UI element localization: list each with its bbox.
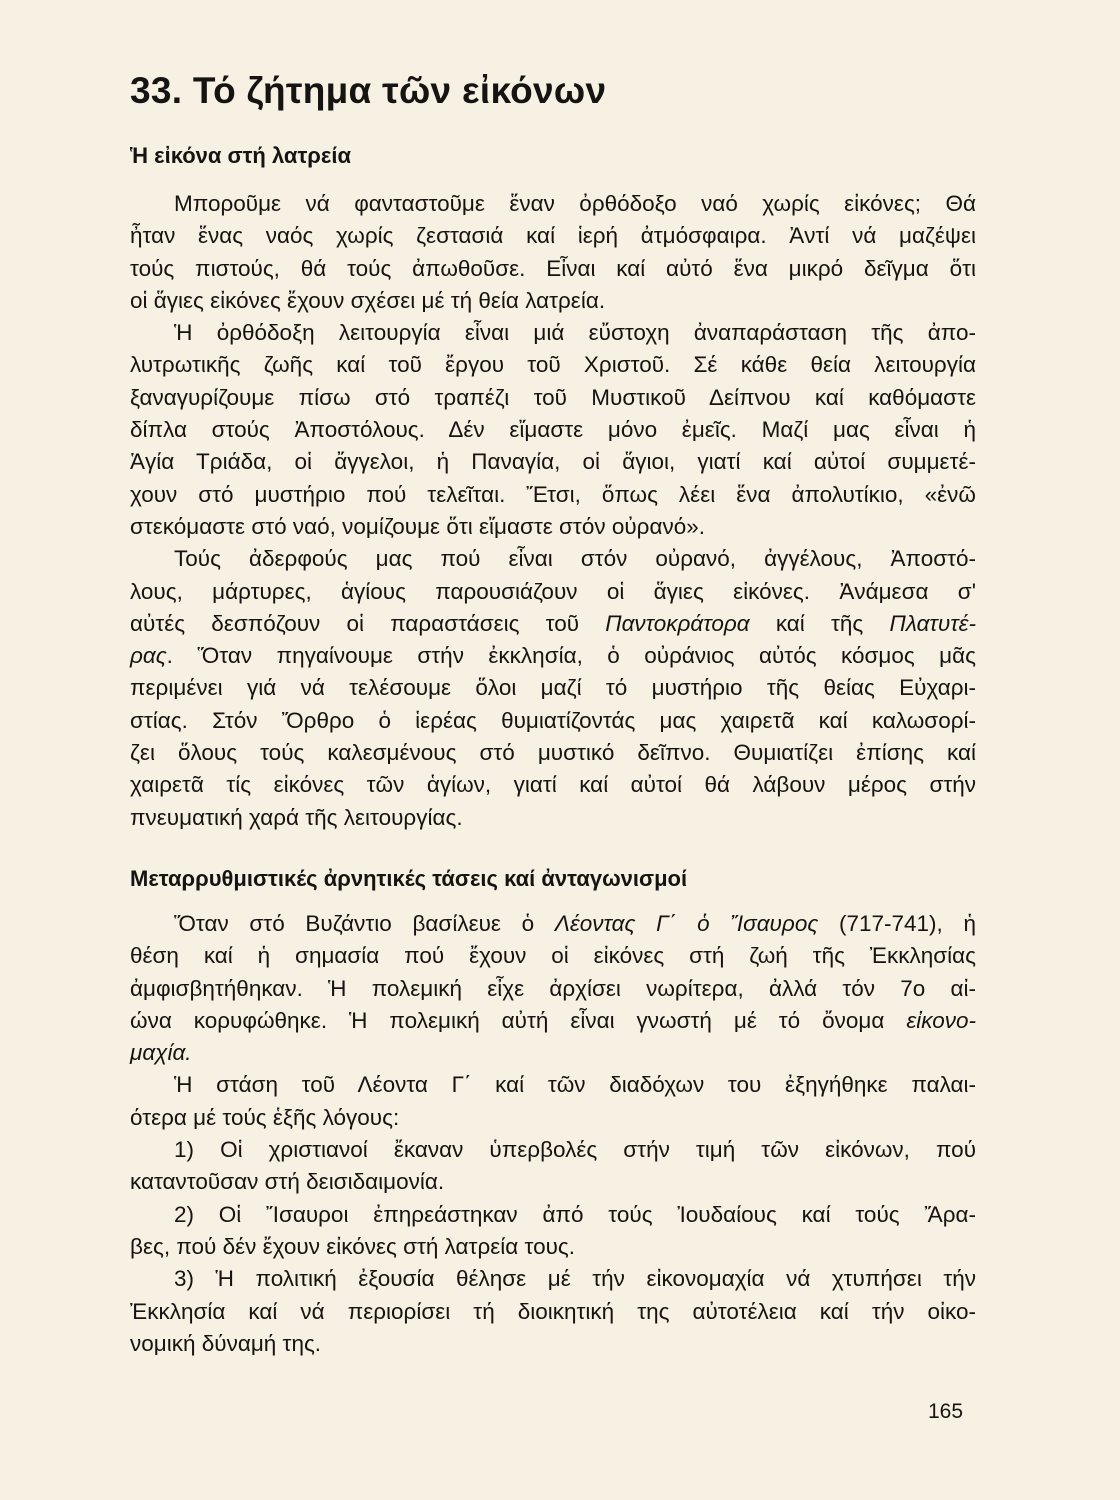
section-heading-worship: Ἡ εἰκόνα στή λατρεία [130, 143, 351, 168]
text-run: καί τῆς [775, 610, 864, 636]
text-line [130, 608, 976, 640]
text-line: ότερα μέ τούς ἑξῆς λόγους: [130, 1104, 400, 1130]
section-heading-iconoclasm: Μεταρρυθμιστικές ἀρνητικές τάσεις καί ἀνταγωνισμοί [130, 866, 688, 891]
text-line: οἱ ἅγιες εἰκόνες ἔχουν σχέσει μέ τή θεία λατρεία. [130, 287, 606, 313]
text-line: λυτρωτικῆς ζωῆς καί τοῦ ἔργου τοῦ Χριστοῦ. Σέ κάθε θεία λειτουργία [130, 352, 976, 378]
text-line: νομική δύναμή της. [130, 1330, 322, 1356]
text-line: πνευματική χαρά τῆς λειτουργίας. [130, 804, 463, 830]
text-line: Μποροῦμε νά φανταστοῦμε ἕναν ὀρθόδοξο ναό χωρίς εἰκόνες; Θά [174, 191, 976, 216]
text-line: Ἐκκλησία καί νά περιορίσει τή διοικητική της αὐτοτέλεια καί τήν οἰκο- [130, 1298, 976, 1324]
text-run: αὐτές δεσπόζουν οἱ παραστάσεις τοῦ [130, 610, 580, 636]
list-item-3: 3) Ἡ πολιτική ἐξουσία θέλησε μέ τήν εἰκονομαχία νά χτυπήσει τήν [174, 1266, 976, 1292]
emphasis-platytera-end: ρας [130, 643, 167, 669]
emphasis-platytera: Πλατυτέ- [889, 610, 976, 636]
page-number: 165 [928, 1400, 964, 1423]
emphasis-iconoclasm-end: μαχία. [130, 1040, 192, 1066]
text-line: χουν στό μυστήριο πού τελεῖται. Ἔτσι, ὅπως λέει ἕνα ἀπολυτίκιο, «ἐνῶ [130, 481, 976, 507]
emphasis-iconoclasm: εἰκονο- [906, 1007, 976, 1033]
section-body-iconoclasm [130, 908, 976, 1360]
text-line [130, 1037, 976, 1069]
text-line: περιμένει γιά νά τελέσουμε ὅλοι μαζί τό μυστήριο τῆς θείας Εὐχαρι- [130, 675, 976, 701]
text-line: Τούς ἀδερφούς μας πού εἶναι στόν οὐρανό, ἀγγέλους, Ἀποστό- [174, 546, 976, 572]
emphasis-leo-isaurian: Λέοντας Γ΄ ὁ Ἴσαυρος [554, 911, 819, 936]
text-line: λους, μάρτυρες, ἁγίους παρουσιάζουν οἱ ἅγιες εἰκόνες. Ἀνάμεσα σ' [130, 578, 976, 604]
section-body-worship [130, 188, 976, 834]
text-line [130, 1005, 976, 1037]
text-line: Ἡ ὀρθόδοξη λειτουργία εἶναι μιά εὔστοχη ἀναπαράσταση τῆς ἀπο- [174, 320, 976, 346]
text-line: Ἁγία Τριάδα, οἱ ἄγγελοι, ἡ Παναγία, οἱ ἅγιοι, γιατί καί αὐτοί συμμετέ- [130, 449, 976, 475]
text-line: ἦταν ἕνας ναός χωρίς ζεστασιά καί ἱερή ἀτμόσφαιρα. Ἀντί νά μαζέψει [130, 223, 976, 249]
text-line: τούς πιστούς, θά τούς ἀπωθοῦσε. Εἶναι καί αὐτό ἕνα μικρό δεῖγμα ὅτι [130, 255, 976, 281]
text-line [130, 908, 976, 940]
text-line: δίπλα στούς Ἀποστόλους. Δέν εἴμαστε μόνο ἐμεῖς. Μαζί μας εἶναι ἡ [130, 417, 976, 443]
text-line: χαιρετᾶ τίς εἰκόνες τῶν ἁγίων, γιατί καί αὐτοί θά λάβουν μέρος στήν [130, 772, 976, 798]
text-run: Ὅταν στό Βυζάντιο βασίλευε ὁ [174, 911, 535, 936]
text-line: θέση καί ἡ σημασία πού ἔχουν οἱ εἰκόνες στή ζωή τῆς Ἐκκλησίας [130, 943, 976, 969]
text-line: ξαναγυρίζουμε πίσω στό τραπέζι τοῦ Μυστικοῦ Δείπνου καί καθόμαστε [130, 384, 976, 410]
list-item-1: 1) Οἱ χριστιανοί ἔκαναν ὑπερβολές στήν τιμή τῶν εἰκόνων, πού [174, 1137, 976, 1163]
text-run: . Ὅταν πηγαίνουμε στήν ἐκκλησία, ὁ οὐράνιος αὐτός κόσμος μᾶς [166, 643, 976, 669]
text-line: στίας. Στόν Ὄρθρο ὁ ἱερέας θυμιατίζοντάς μας χαιρετᾶ καί καλωσορί- [130, 707, 976, 733]
list-item-2: 2) Οἱ Ἴσαυροι ἐπηρεάστηκαν ἀπό τούς Ἰουδαίους καί τούς Ἄρα- [174, 1201, 976, 1227]
text-line: στεκόμαστε στό ναό, νομίζουμε ὅτι εἴμαστε στόν οὐρανό». [130, 513, 705, 539]
text-run: (717-741), ἡ [838, 911, 977, 936]
text-line: Ἡ στάση τοῦ Λέοντα Γ΄ καί τῶν διαδόχων του ἐξηγήθηκε παλαι- [174, 1072, 976, 1098]
emphasis-pantokrator: Παντοκράτορα [605, 610, 750, 636]
text-line: καταντοῦσαν στή δεισιδαιμονία. [130, 1169, 445, 1195]
text-line [130, 640, 976, 672]
text-line: βες, πού δέν ἔχουν εἰκόνες στή λατρεία τους. [130, 1233, 576, 1259]
chapter-title: 33. Τό ζήτημα τῶν εἰκόνων [130, 70, 607, 111]
text-line: ἀμφισβητήθηκαν. Ἡ πολεμική εἶχε ἀρχίσει νωρίτερα, ἀλλά τόν 7ο αἰ- [130, 975, 976, 1001]
text-run: ώνα κορυφώθηκε. Ἡ πολεμική αὐτή εἶναι γνωστή μέ τό ὄνομα [130, 1007, 885, 1033]
text-line: ζει ὅλους τούς καλεσμένους στό μυστικό δεῖπνο. Θυμιατίζει ἐπίσης καί [130, 740, 976, 766]
